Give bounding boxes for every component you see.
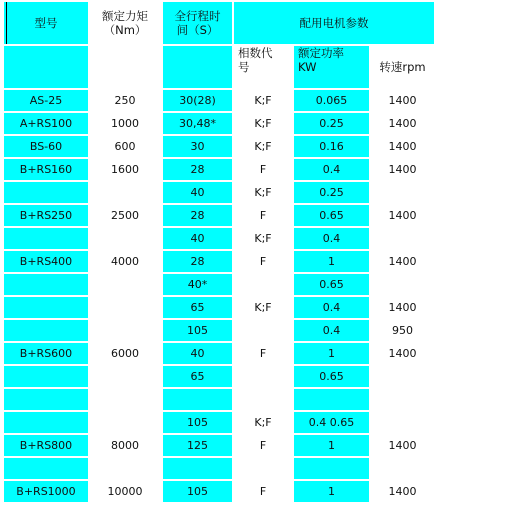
cell-power [294,297,369,318]
cell-torque [90,113,160,134]
cell-speed [371,228,434,249]
header-stroke-line1: 全行程时 [174,9,221,23]
cell-speed-value: 1400 [388,116,417,130]
cell-phase [234,274,292,295]
cell-time [163,136,232,157]
cell-torque-value: 250 [114,93,136,107]
cell-model-value: B+RS250 [19,208,73,222]
cell-power-value: 0.25 [319,185,344,199]
cell-phase [234,251,292,272]
cell-time [163,366,232,387]
cell-model [4,412,88,433]
cell-torque [90,274,160,295]
cell-torque [90,182,160,203]
cell-phase [234,389,292,410]
cell-phase [234,458,292,479]
cell-torque [90,412,160,433]
cell-phase-value: F [259,208,267,222]
cell-time [163,113,232,134]
cell-speed-value: 1400 [388,300,417,314]
cell-phase-value: F [259,254,267,268]
cell-model [4,136,88,157]
cell-time [163,205,232,226]
cell-power-value: 0.4 0.65 [308,415,355,429]
cell-model [4,90,88,111]
cell-torque-value: 1600 [111,162,139,176]
cell-model [4,481,88,502]
cell-phase-value: K;F [254,139,272,153]
cell-model-value: AS-25 [29,93,63,107]
cell-time [163,182,232,203]
cell-speed [371,435,434,456]
cell-phase-value: F [259,346,267,360]
cell-torque [90,320,160,341]
header-divider [6,2,7,44]
cell-model-value: BS-60 [29,139,63,153]
cell-torque [90,458,160,479]
header-power-line1: 额定功率 [298,46,344,60]
cell-power-value: 1 [328,254,335,268]
cell-time-value: 28 [190,208,205,222]
cell-time-value: 125 [187,438,208,452]
cell-phase [234,205,292,226]
cell-speed [371,366,434,387]
cell-model [4,458,88,479]
cell-power [294,320,369,341]
header-model-label: 型号 [34,16,58,30]
cell-power [294,274,369,295]
cell-power [294,136,369,157]
cell-model [4,320,88,341]
cell-speed-value: 1400 [388,208,417,222]
cell-model [4,389,88,410]
cell-speed [371,481,434,502]
cell-phase-value: K;F [254,415,272,429]
cell-torque-value: 10000 [107,484,143,498]
cell-torque-value: 2500 [111,208,139,222]
cell-power-value: 0.25 [319,116,344,130]
cell-power-value: 0.4 [322,231,341,245]
cell-time [163,343,232,364]
cell-power [294,251,369,272]
cell-speed-value: 1400 [388,254,417,268]
cell-time [163,297,232,318]
cell-model [4,251,88,272]
cell-speed [371,274,434,295]
cell-phase-value: K;F [254,300,272,314]
cell-torque [90,297,160,318]
cell-time-value: 40 [190,231,205,245]
header-speed [371,46,434,88]
header-stroke-time [163,2,232,44]
header-phase-line1: 相数代 [238,46,273,60]
cell-time [163,435,232,456]
cell-power [294,205,369,226]
cell-speed [371,136,434,157]
cell-time-value: 40 [190,346,205,360]
cell-phase [234,481,292,502]
cell-phase [234,136,292,157]
cell-power-value: 0.065 [315,93,348,107]
cell-model-value: B+RS800 [19,438,73,452]
cell-speed [371,90,434,111]
cell-torque [90,90,160,111]
cell-power-value: 0.65 [319,208,344,222]
cell-torque [90,159,160,180]
cell-phase [234,320,292,341]
cell-model [4,182,88,203]
cell-model [4,205,88,226]
cell-phase [234,113,292,134]
header-phase-code [234,46,292,88]
cell-model-value: B+RS160 [19,162,73,176]
cell-phase-value: K;F [254,116,272,130]
cell-speed [371,182,434,203]
cell-time-value: 30(28) [179,93,216,107]
cell-speed [371,458,434,479]
cell-torque [90,435,160,456]
header-stroke-sub [163,46,232,88]
cell-model [4,113,88,134]
header-torque [90,2,160,44]
cell-phase-value: K;F [254,231,272,245]
cell-phase [234,435,292,456]
cell-speed [371,297,434,318]
cell-phase [234,228,292,249]
cell-speed-value: 1400 [388,484,417,498]
cell-torque [90,205,160,226]
cell-time [163,251,232,272]
cell-model-value: B+RS1000 [16,484,76,498]
cell-phase-value: K;F [254,185,272,199]
cell-time [163,412,232,433]
cell-model-value: A+RS100 [19,116,73,130]
cell-time [163,228,232,249]
cell-torque-value: 1000 [111,116,139,130]
cell-power-value: 0.4 [322,323,341,337]
cell-model-value: B+RS400 [19,254,73,268]
cell-torque-value: 6000 [111,346,139,360]
cell-power-value: 0.4 [322,162,341,176]
cell-torque [90,389,160,410]
cell-power [294,159,369,180]
cell-speed [371,320,434,341]
cell-power-value: 1 [328,346,335,360]
cell-phase [234,343,292,364]
cell-phase [234,182,292,203]
cell-speed [371,159,434,180]
cell-time [163,90,232,111]
cell-torque-value: 4000 [111,254,139,268]
cell-power-value: 0.4 [322,300,341,314]
cell-speed-value: 1400 [388,438,417,452]
cell-power-value: 1 [328,484,335,498]
cell-power [294,458,369,479]
cell-torque [90,136,160,157]
cell-phase-value: F [259,438,267,452]
cell-speed [371,389,434,410]
cell-model [4,366,88,387]
cell-phase [234,297,292,318]
cell-model [4,343,88,364]
cell-phase [234,159,292,180]
cell-torque [90,251,160,272]
cell-power [294,182,369,203]
cell-speed [371,412,434,433]
header-model [4,2,88,44]
cell-time-value: 105 [187,484,208,498]
cell-time-value: 40* [187,277,208,291]
cell-phase-value: F [259,484,267,498]
cell-torque [90,228,160,249]
cell-speed [371,343,434,364]
header-phase-line2: 号 [238,60,250,74]
header-model-sub [4,46,88,88]
cell-speed-value: 950 [392,323,413,337]
cell-power-value: 0.65 [319,369,344,383]
cell-time-value: 105 [187,415,208,429]
cell-power-value: 0.16 [319,139,344,153]
cell-power [294,228,369,249]
cell-time [163,458,232,479]
cell-phase [234,90,292,111]
cell-torque [90,366,160,387]
cell-power [294,481,369,502]
cell-phase-value: K;F [254,93,272,107]
cell-power [294,90,369,111]
cell-speed-value: 1400 [388,139,417,153]
cell-torque [90,481,160,502]
cell-torque-value: 600 [114,139,136,153]
cell-speed [371,251,434,272]
cell-power [294,412,369,433]
cell-time-value: 65 [190,369,205,383]
cell-time-value: 65 [190,300,205,314]
cell-time [163,389,232,410]
cell-phase [234,412,292,433]
cell-time [163,274,232,295]
cell-model [4,297,88,318]
cell-time [163,320,232,341]
cell-power [294,389,369,410]
cell-power [294,343,369,364]
header-speed-label: 转速rpm [379,60,426,74]
cell-model [4,159,88,180]
cell-torque-value: 8000 [111,438,139,452]
header-rated-power [294,46,369,88]
cell-model [4,435,88,456]
cell-time-value: 105 [187,323,208,337]
cell-speed [371,205,434,226]
cell-power-value: 0.65 [319,277,344,291]
cell-phase [234,366,292,387]
cell-power [294,366,369,387]
cell-model-value: B+RS600 [19,346,73,360]
cell-time-value: 28 [190,162,205,176]
cell-speed-value: 1400 [388,93,417,107]
header-torque-line2: （Nm） [103,23,147,37]
cell-time [163,481,232,502]
cell-time-value: 30,48* [179,116,216,130]
cell-speed-value: 1400 [388,162,417,176]
cell-torque [90,343,160,364]
cell-time-value: 28 [190,254,205,268]
cell-phase-value: F [259,162,267,176]
cell-power [294,113,369,134]
cell-power [294,435,369,456]
cell-model [4,228,88,249]
header-motor-params-label: 配用电机参数 [299,16,369,30]
header-power-line2: KW [298,60,317,74]
cell-time [163,159,232,180]
header-torque-line1: 额定力矩 [102,9,148,23]
cell-speed-value: 1400 [388,346,417,360]
cell-power-value: 1 [328,438,335,452]
cell-time-value: 30 [190,139,205,153]
cell-model [4,274,88,295]
header-stroke-line2: 间（S） [176,23,219,37]
cell-time-value: 40 [190,185,205,199]
cell-speed [371,113,434,134]
header-motor-params [234,2,434,44]
